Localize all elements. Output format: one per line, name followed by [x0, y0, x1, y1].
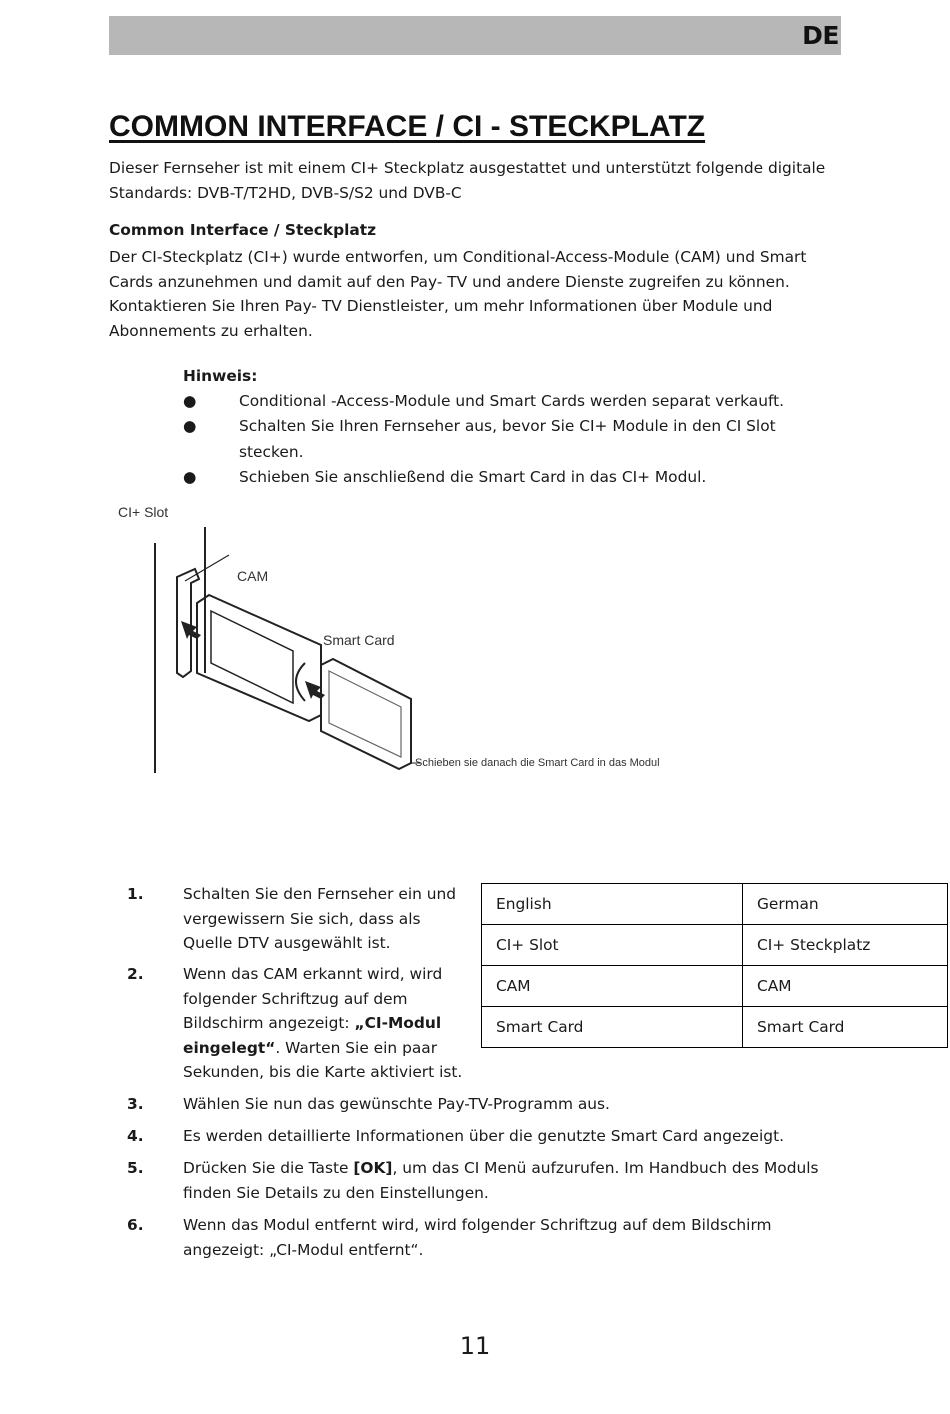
table-cell: Smart Card	[482, 1007, 743, 1048]
bullet-icon: ●	[183, 468, 197, 486]
step-text: Wählen Sie nun das gewünschte Pay-TV-Programm aus.	[183, 1095, 610, 1113]
note-list	[183, 389, 843, 491]
table-cell: CAM	[743, 966, 948, 1007]
note-item: ● Schalten Sie Ihren Fernseher aus, bevor Sie CI+ Module in den CI Slot stecken.	[183, 414, 843, 465]
table-cell: German	[743, 884, 948, 925]
note-label: Hinweis:	[183, 367, 258, 385]
step-number: 5.	[127, 1159, 144, 1177]
note-item: ● Schieben Sie anschließend die Smart Card in das CI+ Modul.	[183, 465, 843, 491]
table-row	[482, 1007, 948, 1048]
cam-module-window	[211, 611, 293, 703]
step-text: Wenn das CAM erkannt wird, wird folgender Schriftzug auf dem Bildschirm angezeigt: „CI-Modul eingelegt“. Warten Sie ein paar Sekunden, bis die Karte aktiviert ist.	[183, 965, 463, 1081]
bullet-icon: ●	[183, 391, 197, 410]
language-code: DE	[802, 21, 839, 50]
step-text: Es werden detaillierte Informationen über die genutzte Smart Card angezeigt.	[183, 1127, 785, 1145]
smart-card	[321, 659, 411, 769]
translation-table	[481, 883, 948, 1048]
label-smart-card: Smart Card	[323, 632, 395, 648]
ci-slot-illustration	[109, 495, 729, 785]
step-number: 6.	[127, 1216, 144, 1234]
step-text: Wenn das Modul entfernt wird, wird folgender Schriftzug auf dem Bildschirm angezeigt: „CI-Modul entfernt“.	[183, 1216, 772, 1259]
intro-paragraph: Dieser Fernseher ist mit einem CI+ Steckplatz ausgestattet und unterstützt folgende digitale Standards: DVB-T/T2HD, DVB-S/S2 und DVB-C	[109, 159, 826, 202]
step-text: Drücken Sie die Taste [OK], um das CI Menü aufzurufen. Im Handbuch des Moduls finden Sie Details zu den Einstellungen.	[183, 1159, 819, 1202]
cam-pointer-line	[185, 555, 229, 581]
label-ci-slot: CI+ Slot	[118, 504, 169, 520]
page-title: COMMON INTERFACE / CI - STECKPLATZ	[109, 110, 706, 143]
step-number: 4.	[127, 1127, 144, 1145]
cam-module-notch	[296, 663, 305, 701]
table-row	[482, 966, 948, 1007]
smart-card-inner	[329, 671, 401, 757]
table-row	[482, 925, 948, 966]
table-cell: Smart Card	[743, 1007, 948, 1048]
note-item: ● Conditional -Access-Module und Smart Cards werden separat verkauft.	[183, 389, 843, 415]
slot-housing	[177, 569, 199, 677]
step-number: 2.	[127, 965, 144, 983]
table-cell: CI+ Steckplatz	[743, 925, 948, 966]
section-paragraph: Der CI-Steckplatz (CI+) wurde entworfen, um Conditional-Access-Module (CAM) und Smart Cards anzunehmen und damit auf den Pay- TV und andere Dienste zugreifen zu können. Kontaktieren Sie Ihren Pay- TV Dienstleister, um mehr Informationen über Module und Abonnements zu erhalten.	[109, 248, 807, 340]
table-cell: English	[482, 884, 743, 925]
section-heading: Common Interface / Steckplatz	[109, 221, 377, 239]
step-number: 3.	[127, 1095, 144, 1113]
step-number: 1.	[127, 885, 144, 903]
figure-caption: Schieben sie danach die Smart Card in das Modul	[415, 757, 660, 769]
table-cell: CI+ Slot	[482, 925, 743, 966]
page-number: 11	[459, 1332, 491, 1360]
bullet-icon: ●	[183, 417, 197, 435]
step-text: Schalten Sie den Fernseher ein und vergewissern Sie sich, dass als Quelle DTV ausgewählt ist.	[183, 885, 457, 952]
label-cam: CAM	[237, 568, 269, 584]
note-block	[183, 364, 843, 491]
language-header-bar	[109, 16, 841, 55]
table-cell: CAM	[482, 966, 743, 1007]
table-row	[482, 884, 948, 925]
